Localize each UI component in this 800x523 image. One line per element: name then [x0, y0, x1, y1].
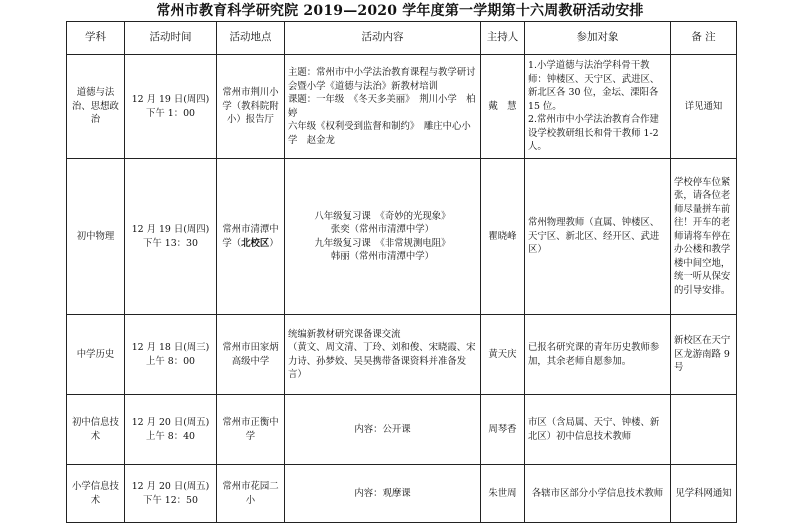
subject-cell: 小学信息技术	[67, 465, 125, 523]
subject-cell: 初中信息技术	[67, 395, 125, 465]
table-row	[67, 315, 737, 395]
page-title: 常州市教育科学研究院 2019—2020 学年度第一学期第十六周教研活动安排	[156, 3, 644, 19]
note-cell: 详见通知	[671, 55, 737, 159]
header-time: 活动时间	[125, 22, 217, 55]
table-row	[67, 395, 737, 465]
subject-cell: 中学历史	[67, 315, 125, 395]
participants-cell: 已报名研究课的青年历史教师参加，其余老师自愿参加。	[525, 315, 671, 395]
time-cell: 12 月 18 日(周三) 上午 8：00	[125, 315, 217, 395]
time-cell: 12 月 19 日(周四) 下午 1：00	[125, 55, 217, 159]
header-row	[67, 22, 737, 55]
place-cell: 常州市田家炳高级中学	[217, 315, 285, 395]
header-content: 活动内容	[285, 22, 481, 55]
header-participants: 参加对象	[525, 22, 671, 55]
content-cell: 统编新教材研究课备课交流 （黄文、周文清、丁玲、刘和俊、宋晓霞、宋力诗、孙梦姣、吴昊携带备课资料并准备发言）	[285, 315, 481, 395]
subject-cell: 道德与法治、思想政治	[67, 55, 125, 159]
header-note: 备 注	[671, 22, 737, 55]
schedule-table	[66, 21, 737, 523]
header-host: 主持人	[481, 22, 525, 55]
participants-cell: 各辖市区部分小学信息技术教师	[525, 465, 671, 523]
place-cell	[217, 159, 285, 315]
place-text-end: ）	[269, 237, 279, 249]
time-cell: 12 月 20 日(周五) 上午 8：40	[125, 395, 217, 465]
participants-cell: 常州物理教师（直属、钟楼区、天宁区、新北区、经开区、武进区）	[525, 159, 671, 315]
content-cell: 八年级复习课 《奇妙的光现象》 张奕（常州市清潭中学） 九年级复习课 《非常规测电阻》 韩丽（常州市清潭中学）	[285, 159, 481, 315]
place-campus: 北校区	[241, 237, 270, 249]
participants-cell: 1.小学道德与法治学科骨干教师：钟楼区、天宁区、武进区、新北区各 30 位，金坛、溧阳各 15 位。 2.常州市中小学法治教育合作建设学校教研组长和骨干教师 1-2 人。	[525, 55, 671, 159]
place-cell: 常州市花园二小	[217, 465, 285, 523]
table-row	[67, 55, 737, 159]
header-place: 活动地点	[217, 22, 285, 55]
host-cell: 周琴香	[481, 395, 525, 465]
content-cell: 主题：常州市中小学法治教育课程与教学研讨会暨小学《道德与法治》新教材培训 课题：一年级 《冬天多美丽》 荆川小学 柏婷 六年级《权利受到监督和制约》 雕庄中心小学 赵金龙	[285, 55, 481, 159]
place-cell: 常州市荆川小学（教科院附小）报告厅	[217, 55, 285, 159]
table-row	[67, 465, 737, 523]
content-cell: 内容：公开课	[285, 395, 481, 465]
host-cell: 朱世周	[481, 465, 525, 523]
note-cell: 新校区在天宁区龙游南路 9 号	[671, 315, 737, 395]
note-cell: 学校停车位紧张，请各位老师尽量拼车前往！开车的老师请将车停在办公楼和教学楼中间空地，统一听从保安的引导安排。	[671, 159, 737, 315]
host-cell: 黄天庆	[481, 315, 525, 395]
participants-cell: 市区（含局属、天宁、钟楼、新北区）初中信息技术教师	[525, 395, 671, 465]
time-cell: 12 月 20 日(周五) 下午 12：50	[125, 465, 217, 523]
place-cell: 常州市正衡中学	[217, 395, 285, 465]
content-cell: 内容：观摩课	[285, 465, 481, 523]
note-cell	[671, 395, 737, 465]
host-cell: 戴 慧	[481, 55, 525, 159]
time-cell: 12 月 19 日(周四) 下午 13：30	[125, 159, 217, 315]
host-cell: 瞿晓峰	[481, 159, 525, 315]
subject-cell: 初中物理	[67, 159, 125, 315]
place-text: 常州市清潭中学（	[222, 224, 279, 249]
table-row	[67, 159, 737, 315]
note-cell: 见学科网通知	[671, 465, 737, 523]
header-subject: 学科	[67, 22, 125, 55]
